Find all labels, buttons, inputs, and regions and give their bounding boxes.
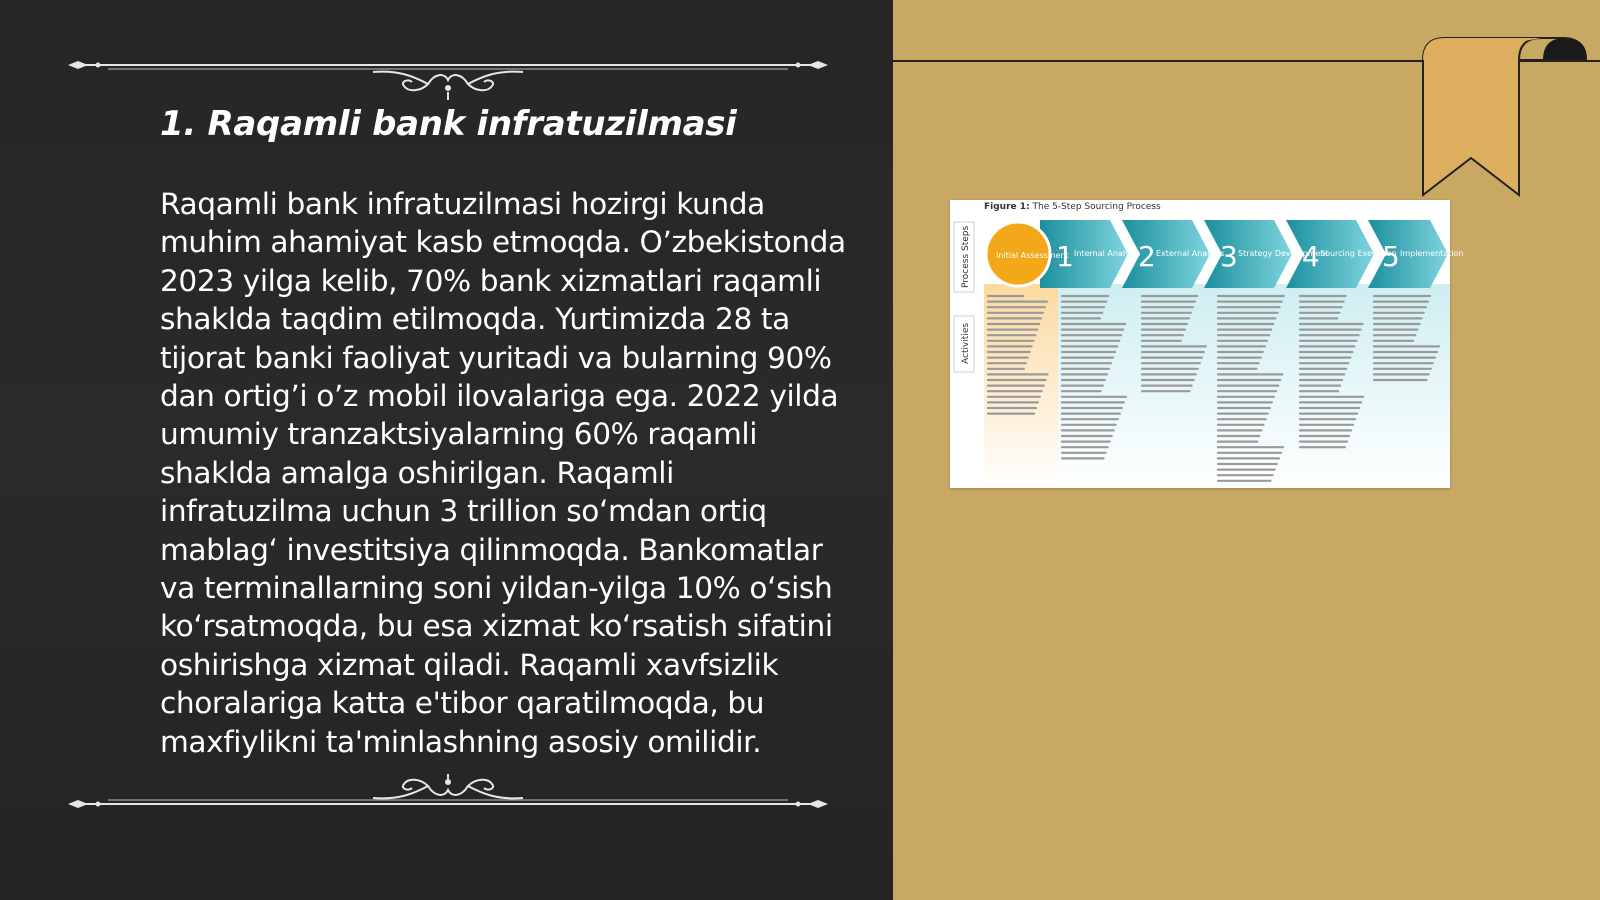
step-2-num: 2 bbox=[1138, 240, 1156, 273]
ornamental-divider-bottom bbox=[68, 774, 828, 834]
step-0-label: Initial Assessment bbox=[996, 251, 1069, 260]
bookmark-ribbon-icon bbox=[1403, 30, 1600, 210]
side-label-process-steps: Process Steps bbox=[961, 225, 971, 288]
slide-title: 1. Raqamli bank infratuzilmasi bbox=[160, 104, 737, 144]
step-1-num: 1 bbox=[1056, 240, 1074, 273]
step-4-label: Sourcing Execution bbox=[1320, 249, 1397, 258]
figure-caption-prefix: Figure 1: bbox=[984, 202, 1030, 212]
step-1-label: Internal Analysis bbox=[1074, 249, 1141, 258]
step-2-label: External Analysis bbox=[1156, 249, 1225, 258]
slide-body-text: Raqamli bank infratuzilmasi hozirgi kunda muhim ahamiyat kasb etmoqda. O’zbekistonda 2023 yilga kelib, 70% bank xizmatlari raqamli shaklda taqdim etilmoqda. Yurtimizda 28 ta tijorat banki faoliyat yuritadi va bularning 90% dan ortig’i o’z mobil ilovalariga ega. 2022 yilda umumiy tranzaktsiyalarning 60% raqamli shaklda amalga oshirilgan. Raqamli infratuzilma uchun 3 trillion so‘mdan ortiq mablag‘ investitsiya qilinmoqda. Bankomatlar va terminallarning soni yildan-yilga 10% o‘sish ko‘rsatmoqda, bu esa xizmat ko‘rsatish sifatini oshirishga xizmat qiladi. Raqamli xavfsizlik choralariga katta e'tibor qaratilmoqda, bu maxfiylikni ta'minlashning asosiy omilidir. bbox=[160, 187, 846, 759]
ornamental-divider-top bbox=[68, 40, 828, 100]
side-label-activities: Activities bbox=[961, 322, 971, 364]
step-5-label: Implementation bbox=[1400, 249, 1464, 258]
step-4-num: 4 bbox=[1302, 240, 1320, 273]
step-5-num: 5 bbox=[1382, 240, 1400, 273]
figure-caption-text: The 5-Step Sourcing Process bbox=[1029, 202, 1161, 212]
step-3-label: Strategy Development bbox=[1238, 249, 1329, 258]
sourcing-process-figure bbox=[950, 200, 1464, 488]
step-3-num: 3 bbox=[1220, 240, 1238, 273]
process-diagram bbox=[950, 200, 1464, 488]
